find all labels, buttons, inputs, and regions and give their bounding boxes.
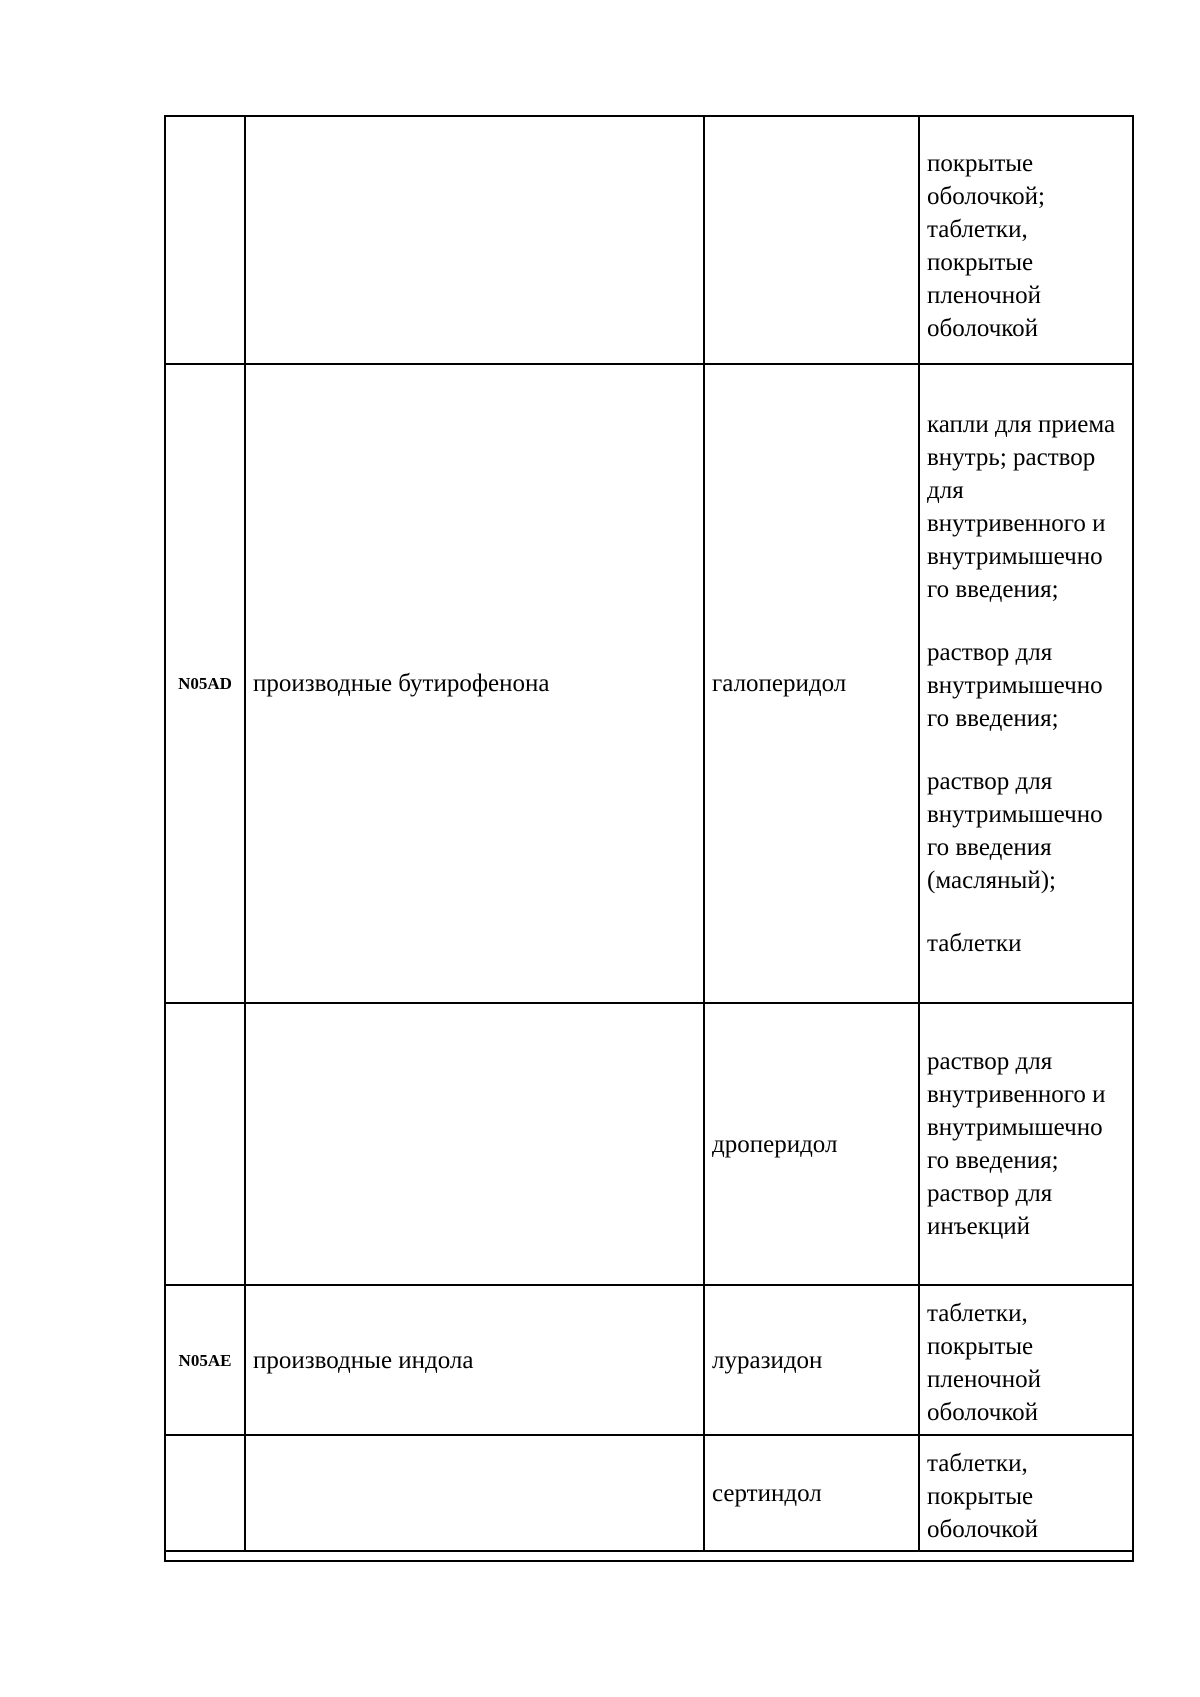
table-row	[166, 364, 1132, 1003]
substance-cell: галоперидол	[704, 364, 919, 1003]
group-cell	[245, 117, 704, 364]
atc-code-cell: N05AD	[166, 364, 245, 1003]
dosage-form-text: таблетки, покрытые пленочной оболочкой	[927, 1300, 1042, 1426]
substance-cell: луразидон	[704, 1285, 919, 1435]
substance-cell: сертиндол	[704, 1435, 919, 1551]
spacer	[927, 606, 1125, 636]
dosage-form-text: капли для приема внутрь; раствор для внутривенного и внутримышечно го введения;	[927, 410, 1116, 603]
table-row	[166, 1285, 1132, 1435]
substance-cell	[704, 117, 919, 364]
table-row	[166, 117, 1132, 364]
dosage-form-text: раствор для внутривенного и внутримышечно го введения; раствор для инъекций	[927, 1048, 1106, 1240]
dosage-form-text: таблетки	[927, 929, 1022, 957]
table-frame	[164, 115, 1134, 1562]
spacer	[927, 897, 1125, 927]
table-row	[166, 1003, 1132, 1285]
dosage-forms-cell	[919, 364, 1132, 1003]
dosage-form-text: покрытые оболочкой; таблетки, покрытые пленочной оболочкой	[927, 150, 1045, 342]
dosage-form-text: раствор для внутримышечно го введения (масляный);	[927, 767, 1103, 894]
drug-table	[166, 117, 1132, 1552]
atc-code-cell: N05AE	[166, 1285, 245, 1435]
dosage-forms-cell	[919, 1285, 1132, 1435]
atc-code-cell	[166, 1003, 245, 1285]
spacer	[927, 735, 1125, 765]
dosage-forms-cell	[919, 1003, 1132, 1285]
dosage-form-text: таблетки, покрытые оболочкой	[927, 1449, 1039, 1543]
group-cell: производные индола	[245, 1285, 704, 1435]
dosage-form-text: раствор для внутримышечно го введения;	[927, 638, 1103, 732]
atc-code-cell	[166, 117, 245, 364]
group-cell	[245, 1003, 704, 1285]
dosage-forms-cell	[919, 117, 1132, 364]
table-row	[166, 1435, 1132, 1551]
atc-code-cell	[166, 1435, 245, 1551]
dosage-forms-cell	[919, 1435, 1132, 1551]
group-cell	[245, 1435, 704, 1551]
group-cell: производные бутирофенона	[245, 364, 704, 1003]
substance-cell: дроперидол	[704, 1003, 919, 1285]
